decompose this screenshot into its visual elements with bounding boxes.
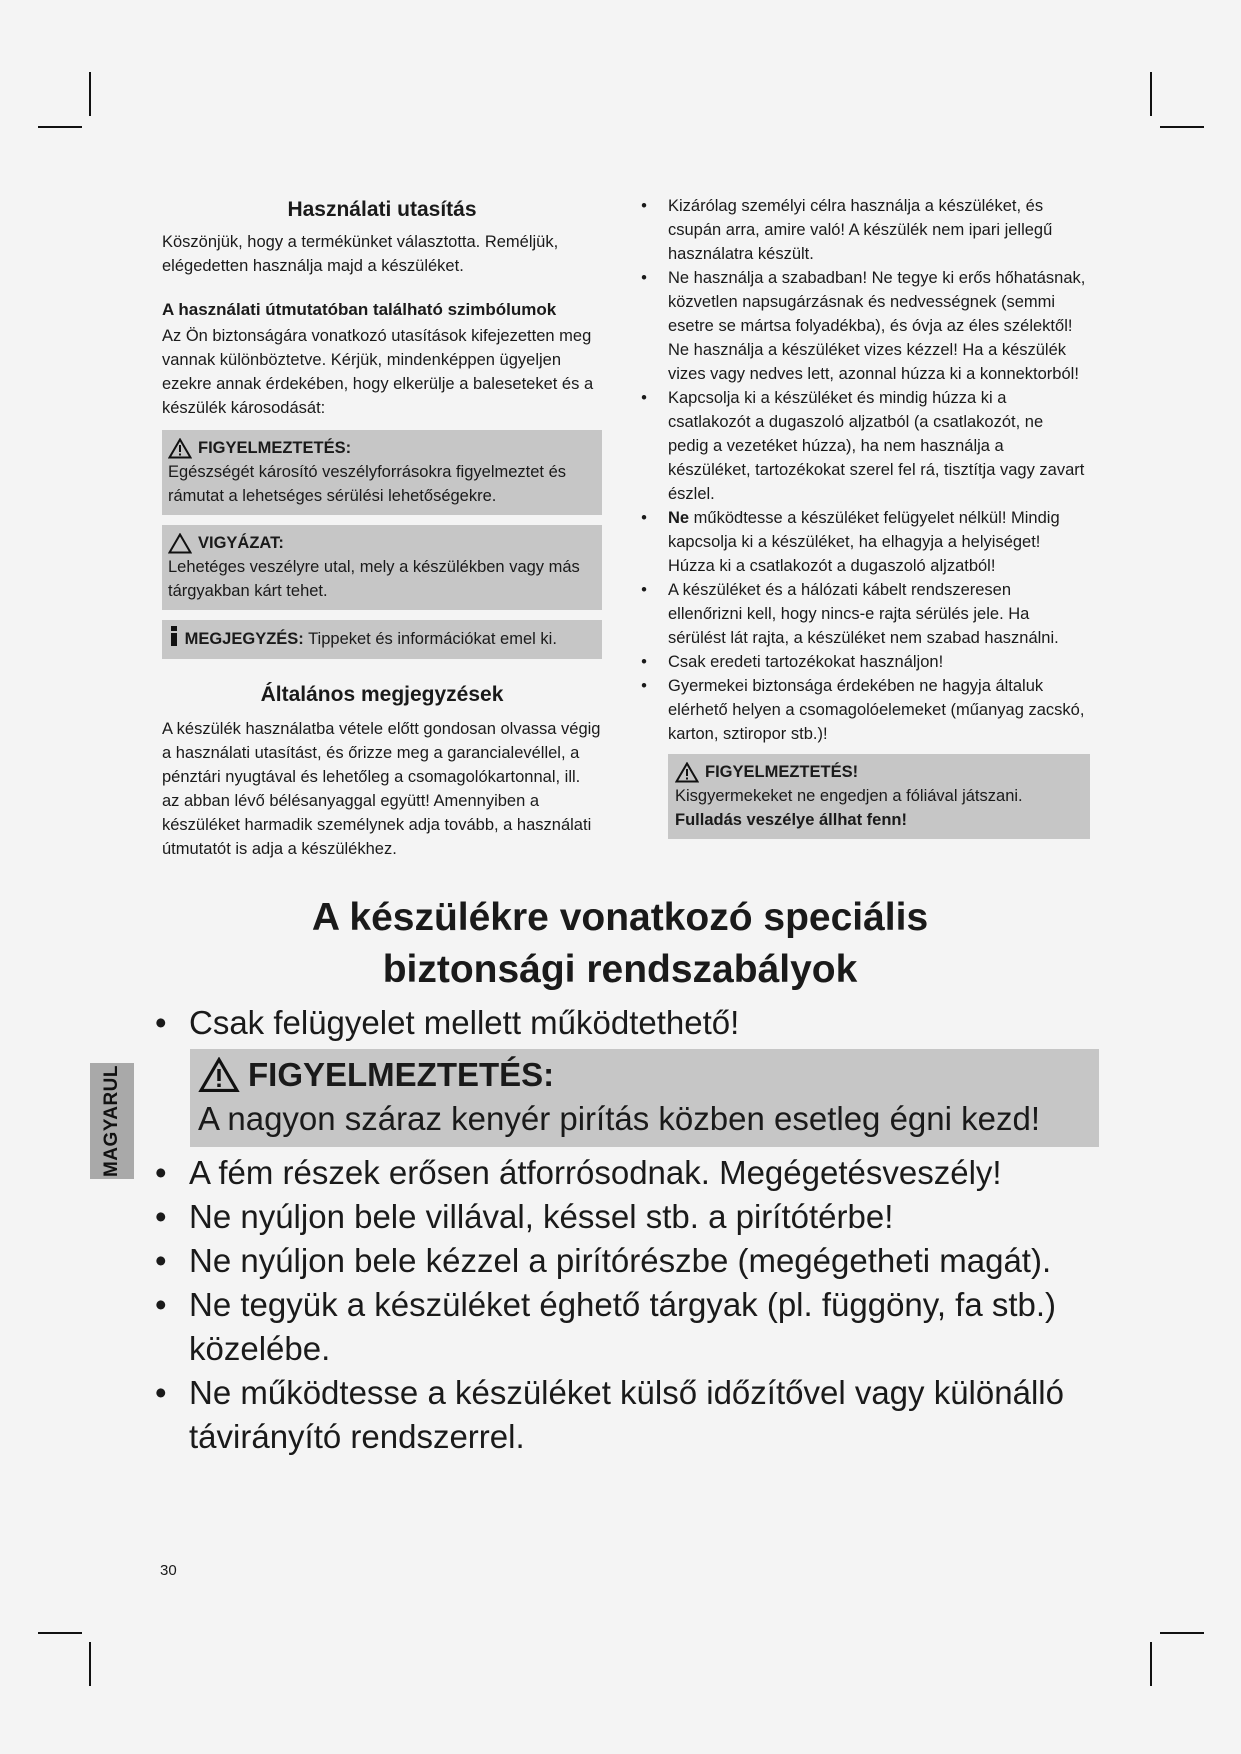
list-item: • Ne nyúljon bele villával, késsel stb. a pirítótérbe! bbox=[155, 1198, 894, 1235]
list-item: • A készüléket és a hálózati kábelt rendszeresen ellenőrizni kell, hogy nincs-e rajta sérülés jele. Ha sérülést lát rajta, a készüléket nem szabad használni. bbox=[641, 581, 1059, 647]
left-column bbox=[162, 196, 602, 861]
note-label: MEGJEGYZÉS: bbox=[184, 629, 304, 648]
safety-list bbox=[636, 194, 1088, 746]
list-item: • Ne működtesse a készüléket felügyelet nélkül! Mindig kapcsolja ki a készüléket, ha elhagyja a helyiséget! Húzza ki a csatlakozót a dugaszoló aljzatból! bbox=[641, 509, 1060, 575]
language-label: MAGYARUL bbox=[101, 1064, 122, 1178]
warning-bold-text: Fulladás veszélye állhat fenn! bbox=[675, 811, 907, 829]
warning-text: Kisgyermekeket ne engedjen a fóliával játszani. bbox=[675, 787, 1023, 805]
language-tab bbox=[90, 1063, 134, 1179]
crop-mark bbox=[1160, 126, 1204, 128]
note-text: Tippeket és információkat emel ki. bbox=[303, 629, 557, 648]
crop-mark bbox=[1150, 1642, 1152, 1686]
warning-label: FIGYELMEZTETÉS: bbox=[198, 439, 352, 457]
crop-mark bbox=[38, 1632, 82, 1634]
warning-text: Egészségét károsító veszélyforrásokra figyelmeztet és rámutat a lehetséges sérülési lehetőségekre. bbox=[168, 463, 567, 505]
right-column bbox=[636, 194, 1088, 839]
list-item: • Ne nyúljon bele kézzel a pirítórészbe (megégetheti magát). bbox=[155, 1242, 1052, 1279]
list-item: • Ne működtesse a készüléket külső időzítővel vagy különálló távirányító rendszerrel. bbox=[155, 1374, 1064, 1455]
caution-triangle-icon bbox=[168, 533, 192, 554]
warning-label: FIGYELMEZTETÉS: bbox=[248, 1056, 555, 1093]
note-box bbox=[162, 620, 602, 659]
list-item: • A fém részek erősen átforrósodnak. Megégetésveszély! bbox=[155, 1154, 1002, 1191]
list-item: • Kapcsolja ki a készüléket és mindig húzza ki a csatlakozót a dugaszoló aljzatból (a csatlakozót, ne pedig a vezetéket húzza), ha nem használja a készüléket, tartozékokat szerel fel rá, tisztítja vagy zavart észlel. bbox=[641, 389, 1085, 503]
page-number: 30 bbox=[160, 1562, 177, 1579]
list-item: • Gyermekei biztonsága érdekében ne hagyja általuk elérhető helyen a csomagolóelemeket (műanyag zacskó, karton, sztiropor stb.)! bbox=[641, 677, 1085, 743]
caution-box bbox=[162, 525, 602, 610]
warning-triangle-icon bbox=[675, 762, 699, 783]
special-warning-box bbox=[190, 1049, 1099, 1147]
symbols-text: Az Ön biztonságára vonatkozó utasítások kifejezetten meg vannak különböztetve. Kérjük, mindenképpen ügyeljen ezekre annak érdekében, hogy elkerülje a baleseteket és a készülék károsodását: bbox=[162, 327, 594, 417]
intro-text: Köszönjük, hogy a termékünket választotta. Reméljük, elégedetten használja majd a készüléket. bbox=[162, 233, 559, 275]
children-warning-box bbox=[668, 754, 1090, 839]
symbols-heading: A használati útmutatóban található szimbólumok bbox=[162, 300, 557, 319]
special-safety-title bbox=[140, 892, 1100, 996]
crop-mark bbox=[1150, 72, 1152, 116]
list-item: • Csak felügyelet mellett működtethető! bbox=[155, 1004, 740, 1041]
warning-text: A nagyon száraz kenyér pirítás közben esetleg égni kezd! bbox=[198, 1100, 1040, 1137]
general-text: A készülék használatba vétele előtt gondosan olvassa végig a használati utasítást, és őrizze meg a garancialevéllel, a pénztári nyugtával és lehetőleg a csomagolókartonnal, ill. az abban lévő bélésanyaggal együtt! Amennyiben a készüléket harmadik személynek adja tovább, a használati útmutatót is adja a készülékhez. bbox=[162, 720, 601, 858]
list-item: • Kizárólag személyi célra használja a készüléket, és csupán arra, amire való! A készülék nem ipari jellegű használatra készült. bbox=[641, 197, 1053, 263]
general-title: Általános megjegyzések bbox=[260, 683, 504, 706]
special-title-line2: biztonsági rendszabályok bbox=[382, 948, 858, 991]
manual-title: Használati utasítás bbox=[287, 198, 477, 221]
list-item: • Ne használja a szabadban! Ne tegye ki erős hőhatásnak, közvetlen napsugárzásnak és nedvességnek (semmi esetre se mártsa folyadékba), és óvja az éles szélektől! Ne használja a készüléket vizes kézzel! Ha a készülék vizes vagy nedves lett, azonnal húzza ki a konnektorból! bbox=[641, 269, 1086, 383]
special-title-line1: A készülékre vonatkozó speciális bbox=[311, 896, 929, 939]
crop-mark bbox=[1160, 1632, 1204, 1634]
crop-mark bbox=[89, 1642, 91, 1686]
warning-label: FIGYELMEZTETÉS! bbox=[705, 763, 859, 781]
caution-label: VIGYÁZAT: bbox=[198, 534, 284, 552]
warning-box bbox=[162, 430, 602, 515]
special-safety-list bbox=[155, 1001, 1095, 1459]
warning-triangle-icon bbox=[168, 438, 192, 459]
crop-mark bbox=[38, 126, 82, 128]
list-item: • Csak eredeti tartozékokat használjon! bbox=[641, 653, 944, 671]
warning-triangle-icon bbox=[198, 1057, 240, 1093]
caution-text: Lehetéges veszélyre utal, mely a készülékben vagy más tárgyakban kárt tehet. bbox=[168, 558, 580, 600]
list-item: • Ne tegyük a készüléket éghető tárgyak (pl. függöny, fa stb.) közelébe. bbox=[155, 1286, 1057, 1367]
crop-mark bbox=[89, 72, 91, 116]
info-icon bbox=[168, 625, 180, 654]
